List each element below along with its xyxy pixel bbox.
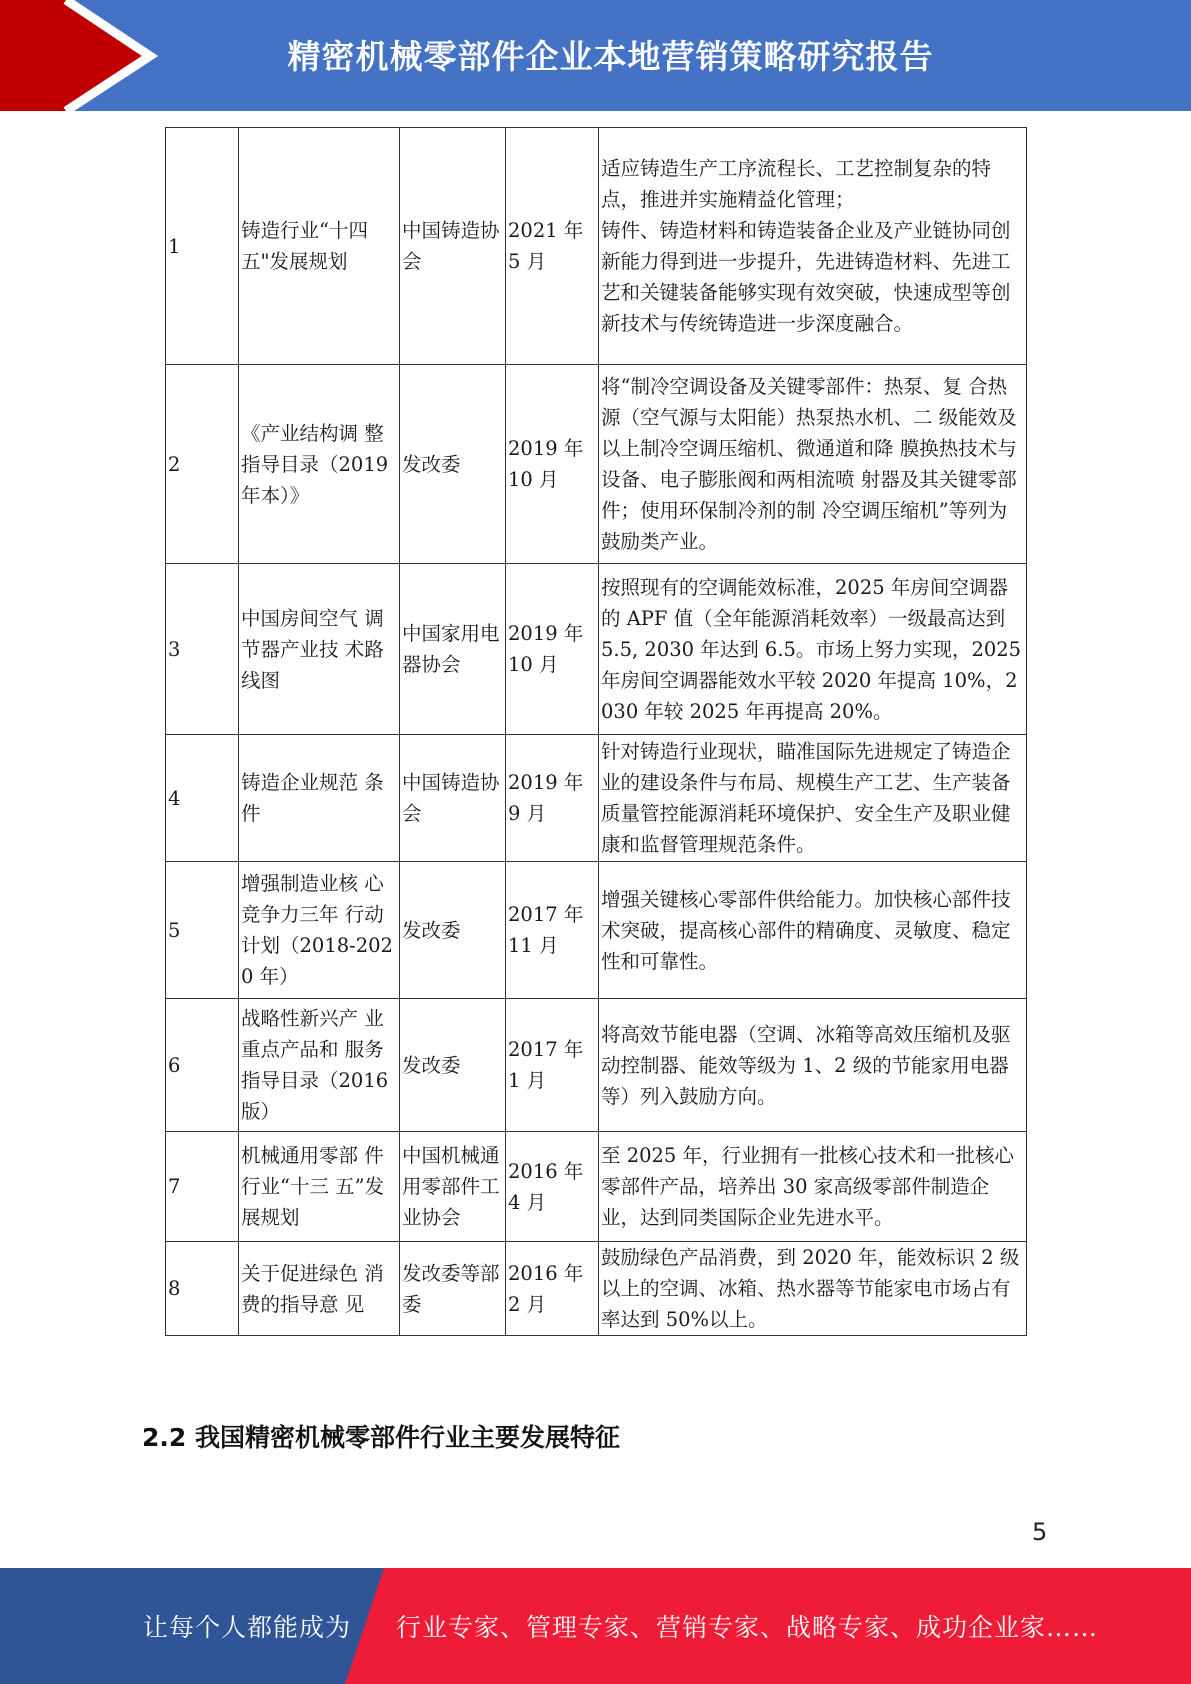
footer-slogan-left: 让每个人都能成为 — [143, 1613, 352, 1642]
issuing-body: 发改委等部委 — [400, 1242, 506, 1336]
section-heading: 2.2 我国精密机械零部件行业主要发展特征 — [142, 1423, 620, 1452]
table-row — [166, 1242, 1027, 1336]
table-row — [166, 862, 1027, 999]
policy-content: 将高效节能电器（空调、冰箱等高效压缩机及驱动控制器、能效等级为 1、2 级的节能家用电器等）列入鼓励方向。 — [599, 999, 1027, 1132]
policy-content: 按照现有的空调能效标准，2025 年房间空调器的 APF 值（全年能源消耗效率）一级最高达到 5.5, 2030 年达到 6.5。市场上努力实现，2025 年房间空调器能效水平较 2020 年提高 10%，2030 年较 2025 年再提高 20%。 — [599, 564, 1027, 735]
issue-date: 2016 年 4 月 — [506, 1132, 599, 1242]
table-row — [166, 128, 1027, 365]
policy-name: 《产业结构调 整指导目录（2019 年本）》 — [239, 365, 400, 564]
row-number: 4 — [166, 735, 239, 862]
page-header — [0, 0, 1191, 111]
policy-content: 针对铸造行业现状，瞄准国际先进规定了铸造企业的建设条件与布局、规模生产工艺、生产装备质量管控能源消耗环境保护、安全生产及职业健康和监督管理规范条件。 — [599, 735, 1027, 862]
issue-date: 2017 年 11 月 — [506, 862, 599, 999]
policy-content: 将“制冷空调设备及关键零部件：热泵、复 合热源（空气源与太阳能）热泵热水机、二 级能效及以上制冷空调压缩机、微通道和降 膜换热技术与设备、电子膨胀阀和两相流喷 射器及其关键零部件；使用环保制冷剂的制 冷空调压缩机”等列为鼓励类产业。 — [599, 365, 1027, 564]
row-number: 5 — [166, 862, 239, 999]
policy-table — [165, 127, 1027, 1336]
policy-name: 战略性新兴产 业重点产品和 服务指导目录（2016 版） — [239, 999, 400, 1132]
table-row — [166, 1132, 1027, 1242]
policy-content: 鼓励绿色产品消费，到 2020 年，能效标识 2 级以上的空调、冰箱、热水器等节能家电市场占有率达到 50%以上。 — [599, 1242, 1027, 1336]
policy-name: 铸造企业规范 条件 — [239, 735, 400, 862]
row-number: 6 — [166, 999, 239, 1132]
page-footer — [0, 1568, 1191, 1684]
policy-name: 机械通用零部 件行业“十三 五”发展规划 — [239, 1132, 400, 1242]
issue-date: 2021 年 5 月 — [506, 128, 599, 365]
row-number: 7 — [166, 1132, 239, 1242]
row-number: 2 — [166, 365, 239, 564]
issuing-body: 中国铸造协会 — [400, 128, 506, 365]
policy-name: 铸造行业“十四五"发展规划 — [239, 128, 400, 365]
header-arrow-icon — [0, 0, 160, 111]
table-row — [166, 735, 1027, 862]
issuing-body: 发改委 — [400, 862, 506, 999]
issue-date: 2017 年 1 月 — [506, 999, 599, 1132]
issue-date: 2019 年 10 月 — [506, 564, 599, 735]
issue-date: 2016 年 2 月 — [506, 1242, 599, 1336]
policy-name: 关于促进绿色 消费的指导意 见 — [239, 1242, 400, 1336]
issuing-body: 中国铸造协会 — [400, 735, 506, 862]
row-number: 1 — [166, 128, 239, 365]
table-row — [166, 564, 1027, 735]
row-number: 8 — [166, 1242, 239, 1336]
table-row — [166, 999, 1027, 1132]
issue-date: 2019 年 9 月 — [506, 735, 599, 862]
issue-date: 2019 年 10 月 — [506, 365, 599, 564]
footer-slogan-right: 行业专家、管理专家、营销专家、战略专家、成功企业家…… — [396, 1613, 1099, 1642]
issuing-body: 发改委 — [400, 365, 506, 564]
page-number: 5 — [1032, 1518, 1048, 1546]
issuing-body: 中国家用电器协会 — [400, 564, 506, 735]
policy-content: 适应铸造生产工序流程长、工艺控制复杂的特点，推进并实施精益化管理； 铸件、铸造材料和铸造装备企业及产业链协同创新能力得到进一步提升，先进铸造材料、先进工艺和关键装备能够实现有效突破，快速成型等创新技术与传统铸造进一步深度融合。 — [599, 128, 1027, 365]
row-number: 3 — [166, 564, 239, 735]
issuing-body: 中国机械通用零部件工业协会 — [400, 1132, 506, 1242]
issuing-body: 发改委 — [400, 999, 506, 1132]
policy-name: 中国房间空气 调节器产业技 术路线图 — [239, 564, 400, 735]
table-row — [166, 365, 1027, 564]
policy-content: 至 2025 年，行业拥有一批核心技术和一批核心零部件产品，培养出 30 家高级零部件制造企业，达到同类国际企业先进水平。 — [599, 1132, 1027, 1242]
policy-name: 增强制造业核 心竞争力三年 行动计划（2018-2020 年） — [239, 862, 400, 999]
policy-content: 增强关键核心零部件供给能力。加快核心部件技术突破，提高核心部件的精确度、灵敏度、稳定性和可靠性。 — [599, 862, 1027, 999]
report-title: 精密机械零部件企业本地营销策略研究报告 — [287, 36, 934, 76]
